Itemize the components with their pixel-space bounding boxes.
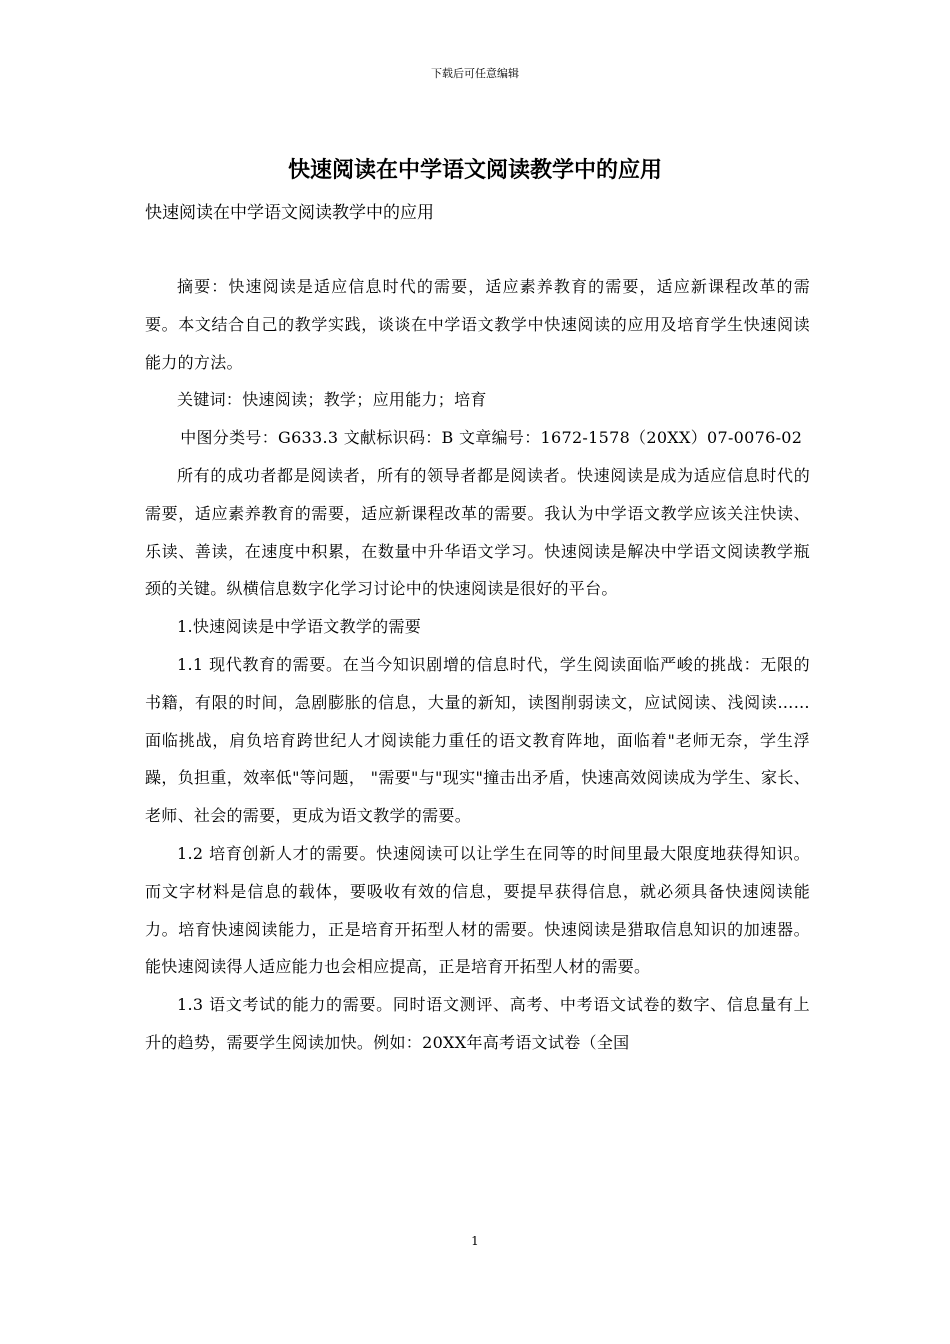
- intro-paragraph: 所有的成功者都是阅读者，所有的领导者都是阅读者。快速阅读是成为适应信息时代的需要，适应素养教育的需要，适应新课程改革的需要。我认为中学语文教学应该关注快读、乐读、善读，在速度中积累，在数量中升华语文学习。快速阅读是解决中学语文阅读教学瓶颈的关键。纵横信息数字化学习讨论中的快速阅读是很好的平台。: [145, 465, 810, 599]
- classification-paragraph: 中图分类号：G633.3 文献标识码：B 文章编号：1672-1578（20XX）07-0076-02: [180, 428, 803, 448]
- page-header: 下载后可任意编辑: [431, 67, 519, 80]
- section-1-2-paragraph: 1.2 培育创新人才的需要。快速阅读可以让学生在同等的时间里最大限度地获得知识。而文字材料是信息的载体，要吸收有效的信息，要提早获得信息，就必须具备快速阅读能力。培育快速阅读能力，正是培育开拓型人材的需要。快速阅读是猎取信息知识的加速器。能快速阅读得人适应能力也会相应提高，正是培育开拓型人材的需要。: [145, 843, 810, 977]
- section-heading-1: 1.快速阅读是中学语文教学的需要: [177, 617, 422, 637]
- abstract-paragraph: 摘要：快速阅读是适应信息时代的需要，适应素养教育的需要，适应新课程改革的需要。本文结合自己的教学实践，谈谈在中学语文教学中快速阅读的应用及培育学生快速阅读能力的方法。: [145, 277, 810, 372]
- document-title: 快速阅读在中学语文阅读教学中的应用: [287, 157, 662, 183]
- section-1-3-paragraph: 1.3 语文考试的能力的需要。同时语文测评、高考、中考语文试卷的数字、信息量有上升的趋势，需要学生阅读加快。例如：20XX年高考语文试卷（全国: [145, 995, 810, 1052]
- page-number: 1: [471, 1234, 479, 1248]
- document-subtitle: 快速阅读在中学语文阅读教学中的应用: [145, 203, 434, 223]
- section-1-1-paragraph: 1.1 现代教育的需要。在当今知识剧增的信息时代，学生阅读面临严峻的挑战：无限的书籍，有限的时间，急剧膨胀的信息，大量的新知，读图削弱读文，应试阅读、浅阅读……面临挑战，肩负培育跨世纪人才阅读能力重任的语文教育阵地，面临着"老师无奈，学生浮躁，负担重，效率低"等问题， "需要"与"现实"撞击出矛盾，快速高效阅读成为学生、家长、老师、社会的需要，更成为语文教学的需要。: [145, 654, 810, 826]
- document-body: [145, 268, 810, 1062]
- keywords-paragraph: 关键词：快速阅读；教学；应用能力；培育: [177, 390, 487, 410]
